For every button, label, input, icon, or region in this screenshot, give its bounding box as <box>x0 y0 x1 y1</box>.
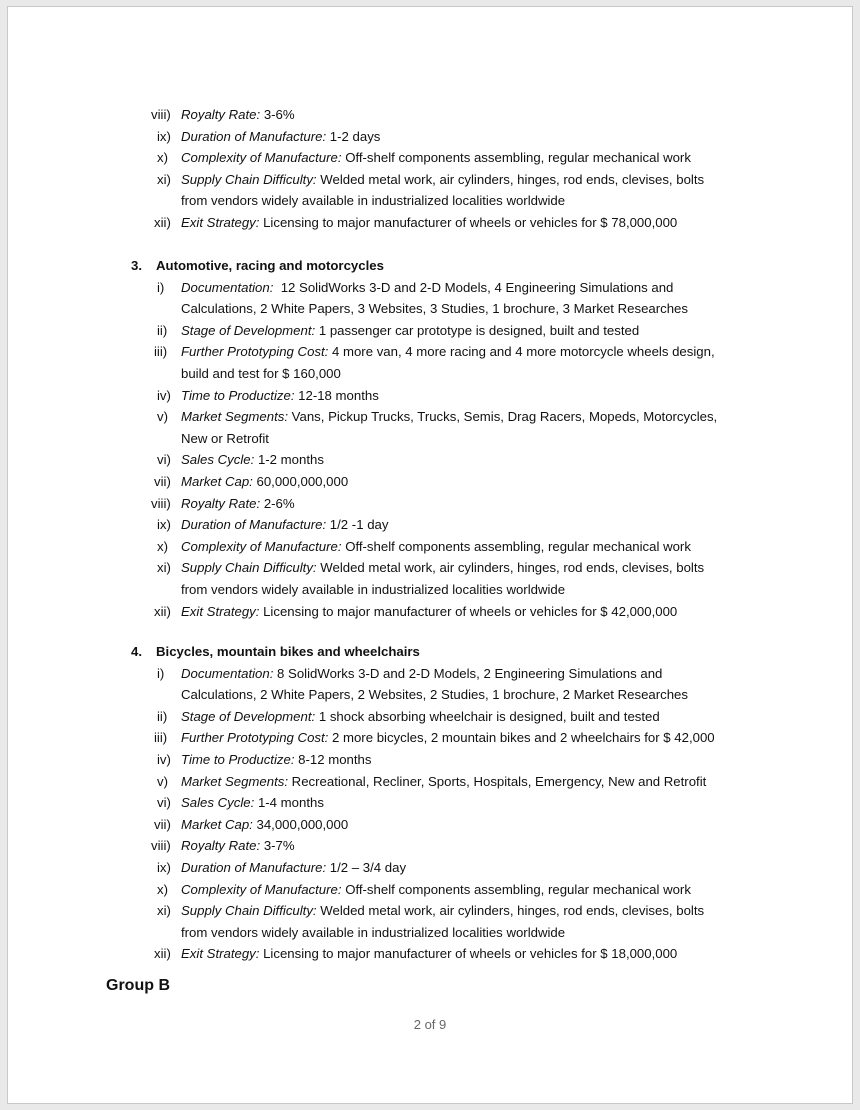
item-label: Supply Chain Difficulty: <box>181 171 317 187</box>
item-number: xii) <box>154 603 171 619</box>
item-number: xi) <box>157 560 171 576</box>
item-text-continued: Calculations, 2 White Papers, 2 Websites, 2 Studies, 1 brochure, 2 Market Researches <box>181 687 688 703</box>
item-label: Further Prototyping Cost: <box>181 730 329 746</box>
item-body <box>181 943 781 965</box>
item-label: Complexity of Manufacture: <box>181 538 342 554</box>
item-text-continued: from vendors widely available in industrialized localities worldwide <box>181 581 566 597</box>
item-line <box>181 277 781 299</box>
item-text: 3-6% <box>260 107 295 122</box>
item-body <box>181 857 781 879</box>
item-line <box>181 771 781 793</box>
item-line <box>181 471 781 493</box>
item-body <box>181 900 781 943</box>
item-body <box>181 320 781 342</box>
item-number: ix) <box>157 128 171 144</box>
item-number: ix) <box>157 517 171 533</box>
item-body <box>181 277 781 320</box>
item-body <box>181 147 781 169</box>
item-number: viii) <box>151 495 171 511</box>
item-text: 1/2 -1 day <box>326 517 389 533</box>
item-line <box>181 493 781 515</box>
item-line <box>181 320 781 342</box>
item-line <box>181 449 781 471</box>
item-number: i) <box>157 665 165 681</box>
item-body <box>181 835 781 857</box>
item-label: Stage of Development: <box>181 708 316 724</box>
item-text: 1/2 – 3/4 day <box>326 860 407 875</box>
item-text-continued: from vendors widely available in industrialized localities worldwide <box>181 924 566 940</box>
section-number: 4. <box>131 644 142 659</box>
item-line <box>181 727 781 749</box>
item-number: xi) <box>157 903 171 919</box>
item-body <box>181 169 781 212</box>
item-number: xii) <box>154 215 171 230</box>
item-text: 8 SolidWorks 3-D and 2-D Models, 2 Engineering Simulations and <box>273 665 663 681</box>
item-label: Documentation: <box>181 279 274 295</box>
item-number: iii) <box>154 344 168 360</box>
item-label: Duration of Manufacture: <box>181 860 327 875</box>
item-label: Royalty Rate: <box>181 495 261 511</box>
item-label: Documentation: <box>181 665 274 681</box>
item-number: vii) <box>154 816 171 832</box>
item-text: Licensing to major manufacturer of wheels or vehicles for $ 18,000,000 <box>259 946 678 962</box>
item-line <box>181 857 781 879</box>
item-text: Licensing to major manufacturer of wheels or vehicles for $ 42,000,000 <box>259 603 678 619</box>
item-body <box>181 449 781 471</box>
item-label: Time to Productize: <box>181 387 295 403</box>
item-text-continued: New or Retrofit <box>181 430 269 446</box>
item-number: x) <box>157 150 168 166</box>
item-body <box>181 879 781 901</box>
item-label: Complexity of Manufacture: <box>181 881 342 897</box>
item-number: vii) <box>154 474 171 489</box>
item-body <box>181 727 781 749</box>
item-body <box>181 514 781 536</box>
item-text: Vans, Pickup Trucks, Trucks, Semis, Drag Racers, Mopeds, Motorcycles, <box>288 409 718 425</box>
item-line <box>181 601 781 623</box>
section-number: 3. <box>131 258 142 273</box>
item-number: v) <box>157 773 168 789</box>
item-body <box>181 493 781 515</box>
item-body <box>181 104 781 126</box>
item-line <box>181 104 781 126</box>
item-number: viii) <box>151 838 171 854</box>
item-text: 3-7% <box>260 838 295 854</box>
item-text-continued: from vendors widely available in industrialized localities worldwide <box>181 193 566 209</box>
item-number: x) <box>157 881 168 897</box>
item-text: Off-shelf components assembling, regular mechanical work <box>341 538 691 554</box>
item-line <box>181 536 781 558</box>
item-body <box>181 341 781 384</box>
item-text: 34,000,000,000 <box>252 816 349 832</box>
section-title: Bicycles, mountain bikes and wheelchairs <box>156 644 420 659</box>
item-label: Market Cap: <box>181 816 253 832</box>
item-line <box>181 663 781 685</box>
item-line <box>181 814 781 836</box>
item-label: Supply Chain Difficulty: <box>181 903 317 919</box>
item-number: x) <box>157 538 168 554</box>
item-label: Exit Strategy: <box>181 946 260 962</box>
item-line <box>181 943 781 965</box>
item-number: iv) <box>157 387 171 403</box>
group-b-heading: Group B <box>106 977 170 994</box>
item-label: Exit Strategy: <box>181 603 260 619</box>
item-line <box>181 879 781 901</box>
section-title: Automotive, racing and motorcycles <box>156 258 384 273</box>
item-text: 1-2 days <box>326 128 381 144</box>
item-label: Royalty Rate: <box>181 107 261 122</box>
item-body <box>181 212 781 234</box>
item-number: i) <box>157 279 165 295</box>
item-text: 60,000,000,000 <box>252 474 349 489</box>
item-body <box>181 814 781 836</box>
item-label: Sales Cycle: <box>181 795 255 811</box>
item-text: Off-shelf components assembling, regular mechanical work <box>341 881 691 897</box>
item-line <box>181 212 781 234</box>
item-text: Welded metal work, air cylinders, hinges, rod ends, clevises, bolts <box>316 560 705 576</box>
item-body <box>181 406 781 449</box>
item-text: 12-18 months <box>294 387 379 403</box>
item-label: Supply Chain Difficulty: <box>181 560 317 576</box>
item-number: ii) <box>157 708 168 724</box>
item-body <box>181 601 781 623</box>
item-number: ix) <box>157 860 171 875</box>
document-page <box>7 6 853 1104</box>
item-body <box>181 771 781 793</box>
item-line <box>181 406 781 428</box>
item-line <box>181 706 781 728</box>
item-text: Recreational, Recliner, Sports, Hospitals, Emergency, New and Retrofit <box>288 773 707 789</box>
item-line <box>181 147 781 169</box>
item-line <box>181 385 781 407</box>
item-body <box>181 706 781 728</box>
item-line <box>181 835 781 857</box>
item-number: vi) <box>157 452 171 468</box>
item-line <box>181 792 781 814</box>
item-body <box>181 126 781 148</box>
item-text: 1-4 months <box>254 795 324 811</box>
item-number: vi) <box>157 795 171 811</box>
item-text: 1 shock absorbing wheelchair is designed, built and tested <box>315 708 660 724</box>
item-text: Licensing to major manufacturer of wheels or vehicles for $ 78,000,000 <box>259 215 678 230</box>
item-number: iii) <box>154 730 168 746</box>
item-text: Off-shelf components assembling, regular mechanical work <box>341 150 691 166</box>
item-body <box>181 385 781 407</box>
item-label: Duration of Manufacture: <box>181 128 327 144</box>
item-label: Complexity of Manufacture: <box>181 150 342 166</box>
item-line <box>181 514 781 536</box>
item-number: xii) <box>154 946 171 962</box>
item-body <box>181 663 781 706</box>
item-text: 12 SolidWorks 3-D and 2-D Models, 4 Engineering Simulations and <box>273 279 674 295</box>
item-number: iv) <box>157 752 171 767</box>
item-text: 8-12 months <box>294 752 372 767</box>
item-label: Market Segments: <box>181 409 289 425</box>
item-text: 1 passenger car prototype is designed, built and tested <box>315 322 640 338</box>
item-number: v) <box>157 409 168 425</box>
item-text: 1-2 months <box>254 452 324 468</box>
item-text: 2-6% <box>260 495 295 511</box>
item-label: Exit Strategy: <box>181 215 260 230</box>
item-line <box>181 341 781 363</box>
item-number: ii) <box>157 322 168 338</box>
item-body <box>181 749 781 771</box>
item-number: viii) <box>151 107 171 122</box>
item-line <box>181 900 781 922</box>
item-body <box>181 536 781 558</box>
item-text: Welded metal work, air cylinders, hinges, rod ends, clevises, bolts <box>316 903 705 919</box>
item-label: Stage of Development: <box>181 322 316 338</box>
item-text-continued: Calculations, 2 White Papers, 3 Websites, 3 Studies, 1 brochure, 3 Market Researches <box>181 301 688 317</box>
item-label: Market Segments: <box>181 773 289 789</box>
item-number: xi) <box>157 171 171 187</box>
item-text: Welded metal work, air cylinders, hinges, rod ends, clevises, bolts <box>316 171 705 187</box>
item-text: 2 more bicycles, 2 mountain bikes and 2 wheelchairs for $ 42,000 <box>328 730 715 746</box>
item-label: Duration of Manufacture: <box>181 517 327 533</box>
item-label: Time to Productize: <box>181 752 295 767</box>
item-label: Further Prototyping Cost: <box>181 344 329 360</box>
page-number: 2 of 9 <box>413 1017 447 1032</box>
item-line <box>181 557 781 579</box>
item-body <box>181 792 781 814</box>
item-label: Market Cap: <box>181 474 253 489</box>
item-line <box>181 749 781 771</box>
item-line <box>181 169 781 191</box>
item-text-continued: build and test for $ 160,000 <box>181 365 341 381</box>
item-body <box>181 557 781 600</box>
item-line <box>181 126 781 148</box>
item-label: Sales Cycle: <box>181 452 255 468</box>
item-text: 4 more van, 4 more racing and 4 more motorcycle wheels design, <box>328 344 715 360</box>
item-body <box>181 471 781 493</box>
item-label: Royalty Rate: <box>181 838 261 854</box>
